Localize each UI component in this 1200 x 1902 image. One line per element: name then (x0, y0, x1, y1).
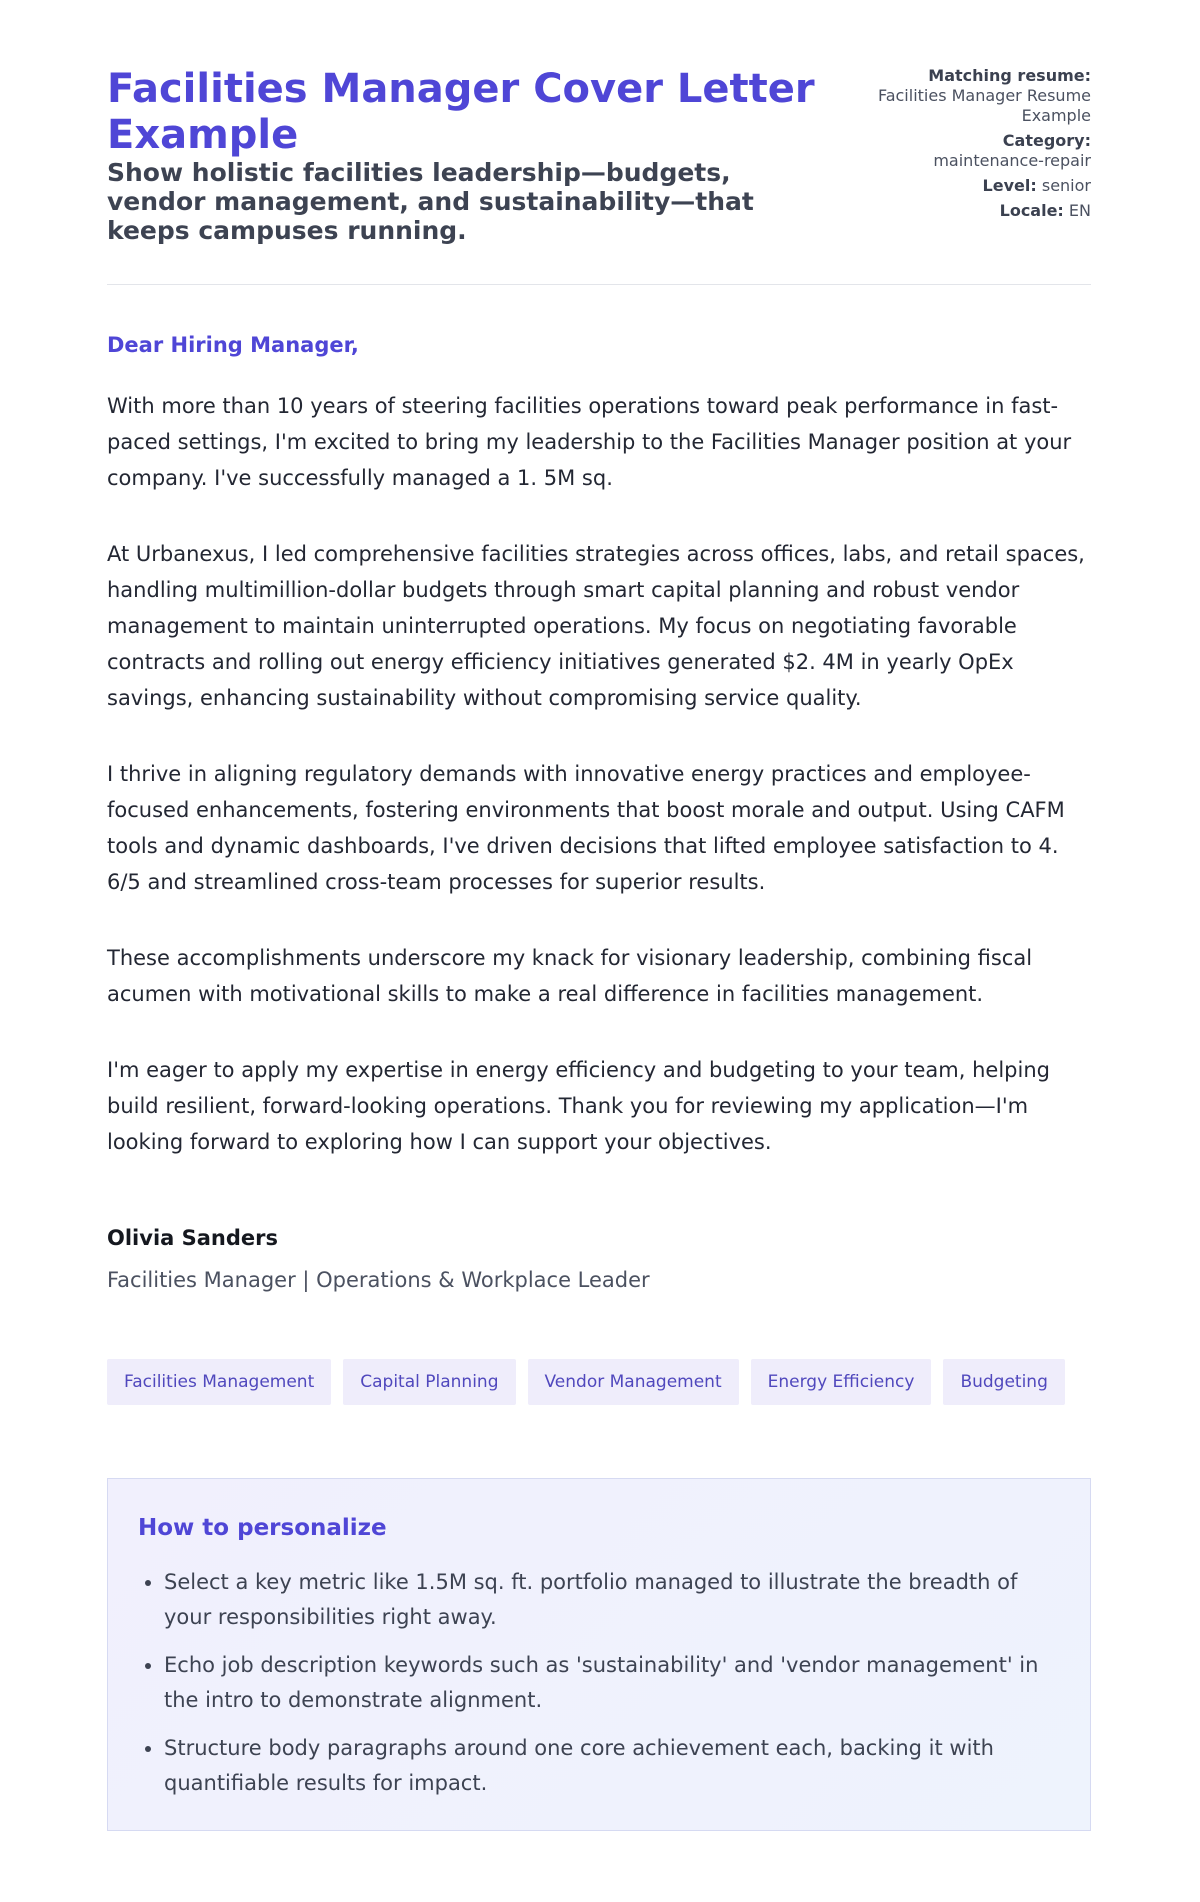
page-title: Facilities Manager Cover Letter Example (107, 66, 815, 158)
meta-matching-resume-label: Matching resume: (928, 66, 1091, 85)
meta-category-value: maintenance-repair (933, 151, 1091, 170)
letter-paragraph: These accomplishments underscore my knack for visionary leadership, combining fiscal acumen with motivational skills to make a real difference in facilities management. (107, 946, 1033, 1006)
skill-tag: Energy Efficiency (751, 1359, 932, 1405)
skill-tag: Capital Planning (343, 1359, 515, 1405)
tips-list (138, 1565, 1060, 1801)
meta-matching-resume-value: Facilities Manager Resume Example (877, 86, 1091, 125)
personalize-tips-box (107, 1478, 1091, 1831)
skill-tag: Budgeting (943, 1359, 1064, 1405)
signature-name: Olivia Sanders (107, 1226, 278, 1250)
tip-item: • Select a key metric like 1.5M sq. ft. portfolio managed to illustrate the breadth of your responsibilities right away. (164, 1565, 1060, 1635)
skill-tags (107, 1359, 1065, 1405)
letter-paragraph: With more than 10 years of steering facilities operations toward peak performance in fast-paced settings, I'm excited to bring my leadership to the Facilities Manager position at your company. I've successfully managed a 1. 5M sq. (107, 394, 1072, 490)
signature-title: Facilities Manager | Operations & Workplace Leader (107, 1268, 650, 1292)
tip-item: • Structure body paragraphs around one core achievement each, backing it with quantifiable results for impact. (164, 1731, 1060, 1801)
cover-letter-page (107, 0, 1091, 1795)
meta-locale-value: EN (1068, 201, 1091, 220)
page-header (107, 0, 1091, 285)
meta-matching-resume (851, 66, 1091, 126)
meta-level-label: Level: (982, 176, 1037, 195)
letter-paragraph: At Urbanexus, I led comprehensive facilities strategies across offices, labs, and retail spaces, handling multimillion-dollar budgets through smart capital planning and robust vendor management to maintain uninterrupted operations. My focus on negotiating favorable contracts and rolling out energy efficiency initiatives generated $2. 4M in yearly OpEx savings, enhancing sustainability without compromising service quality. (107, 542, 1085, 710)
skill-tag: Facilities Management (107, 1359, 331, 1405)
letter-body (107, 330, 1091, 1200)
letter-paragraph: I thrive in aligning regulatory demands with innovative energy practices and employee-focused enhancements, fostering environments that boost morale and output. Using CAFM tools and dynamic dashboards, I've driven decisions that lifted employee satisfaction to 4. 6/5 and streamlined cross-team processes for superior results. (107, 762, 1065, 894)
letter-paragraph: I'm eager to apply my expertise in energy efficiency and budgeting to your team, helping build resilient, forward-looking operations. Thank you for reviewing my application—I'm looking forward to exploring how I can support your objectives. (107, 1058, 1050, 1154)
skill-tag: Vendor Management (528, 1359, 739, 1405)
meta-level (851, 176, 1091, 196)
meta-locale-label: Locale: (999, 201, 1064, 220)
page-subtitle: Show holistic facilities leadership—budgets, vendor management, and sustainability—that keeps campuses running. (107, 158, 754, 245)
letter-salutation: Dear Hiring Manager, (107, 333, 359, 357)
meta-level-value: senior (1041, 176, 1091, 195)
meta-category (851, 131, 1091, 171)
tips-title: How to personalize (138, 1515, 387, 1541)
meta-panel (851, 66, 1091, 226)
meta-locale (851, 201, 1091, 221)
meta-category-label: Category: (1002, 131, 1091, 150)
tip-item: • Echo job description keywords such as 'sustainability' and 'vendor management' in the intro to demonstrate alignment. (164, 1648, 1060, 1718)
